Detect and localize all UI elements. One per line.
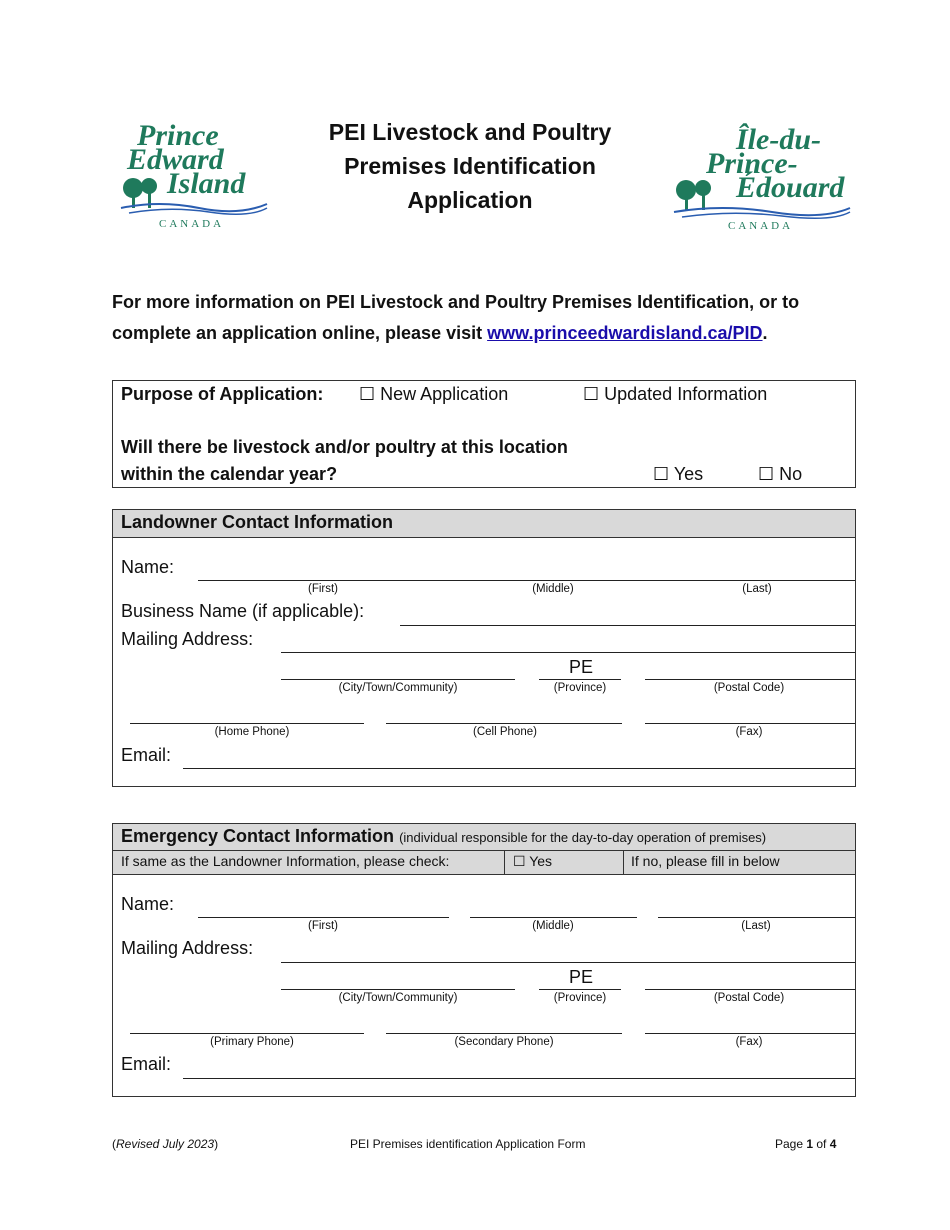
- emergency-header-title: [121, 826, 766, 847]
- wave-icon: [672, 204, 852, 220]
- emergency-city-field[interactable]: [281, 989, 515, 990]
- new-application-checkbox[interactable]: ☐ New Application: [359, 384, 509, 404]
- landowner-fax-caption: (Fax): [735, 726, 763, 738]
- info-paragraph: [112, 287, 872, 349]
- landowner-middle-caption: (Middle): [532, 583, 574, 595]
- updated-information-checkbox[interactable]: ☐ Updated Information: [583, 384, 768, 404]
- purpose-section: [112, 380, 856, 488]
- emergency-province-value: PE: [569, 967, 594, 987]
- footer-revised: [112, 1137, 218, 1151]
- landowner-city-field[interactable]: [281, 679, 515, 680]
- footer-page-number: [775, 1137, 836, 1151]
- emergency-postal-caption: (Postal Code): [713, 992, 785, 1004]
- primary-phone-caption: (Primary Phone): [210, 1036, 294, 1048]
- emergency-email-label: Email:: [121, 1054, 172, 1074]
- page-title: [290, 115, 650, 217]
- emergency-city-caption: (City/Town/Community): [338, 992, 458, 1004]
- emergency-name-label: Name:: [121, 894, 175, 914]
- landowner-name-field[interactable]: [198, 580, 855, 581]
- title-line: Application: [407, 187, 533, 213]
- emergency-section: [112, 823, 856, 1097]
- emergency-last-caption: (Last): [741, 920, 771, 932]
- footer-form-name: PEI Premises identification Application Form: [350, 1137, 586, 1151]
- landowner-last-caption: (Last): [742, 583, 772, 595]
- landowner-postal-caption: (Postal Code): [713, 682, 785, 694]
- emergency-first-caption: (First): [307, 920, 338, 932]
- emergency-last-name-field[interactable]: [658, 917, 855, 918]
- logo-canada: CANADA: [728, 220, 794, 232]
- business-name-label: Business Name (if applicable):: [121, 601, 365, 621]
- emergency-first-name-field[interactable]: [198, 917, 449, 918]
- emergency-header: [113, 824, 855, 851]
- logo-text-prince-fr: Prince-: [706, 147, 798, 180]
- landowner-fax-field[interactable]: [645, 723, 855, 724]
- logo-text-edouard: Édouard: [736, 171, 845, 204]
- logo-text-island: Island: [167, 167, 246, 200]
- business-name-field[interactable]: [400, 625, 855, 626]
- landowner-email-field[interactable]: [183, 768, 855, 769]
- footer-of-word: of: [813, 1137, 830, 1151]
- emergency-email-field[interactable]: [183, 1078, 855, 1079]
- logo-text-prince: Prince: [137, 119, 219, 152]
- landowner-province-caption: (Province): [553, 682, 607, 694]
- footer-page-total: 4: [829, 1137, 837, 1151]
- livestock-yes-checkbox[interactable]: ☐ Yes: [653, 464, 704, 484]
- cell-phone-caption: (Cell Phone): [473, 726, 537, 738]
- wave-icon: [119, 200, 269, 216]
- landowner-province-field[interactable]: [539, 679, 621, 680]
- logo-text-ile: Île-du-: [736, 123, 821, 156]
- title-line: Premises Identification: [344, 153, 596, 179]
- footer-page-word: Page: [775, 1137, 807, 1151]
- info-end: .: [762, 323, 768, 343]
- pid-link[interactable]: www.princeedwardisland.ca/PID: [487, 323, 763, 343]
- primary-phone-field[interactable]: [130, 1033, 364, 1034]
- if-no-note: If no, please fill in below: [631, 853, 780, 869]
- livestock-no-checkbox[interactable]: ☐ No: [758, 464, 803, 484]
- emergency-province-field[interactable]: [539, 989, 621, 990]
- landowner-city-caption: (City/Town/Community): [338, 682, 458, 694]
- emergency-mailing-label: Mailing Address:: [121, 938, 254, 958]
- emergency-middle-name-field[interactable]: [470, 917, 637, 918]
- home-phone-caption: (Home Phone): [214, 726, 290, 738]
- same-as-landowner-label: If same as the Landowner Information, please check:: [121, 853, 450, 869]
- emergency-province-caption: (Province): [553, 992, 607, 1004]
- same-as-landowner-row: [113, 851, 855, 875]
- emergency-mailing-field[interactable]: [281, 962, 855, 963]
- emergency-middle-caption: (Middle): [532, 920, 574, 932]
- livestock-question: Will there be livestock and/or poultry at this location: [121, 437, 568, 457]
- info-text: For more information on PEI Livestock and Poultry Premises Identification, or to complete an application online, please visit: [112, 292, 800, 343]
- emergency-header-note: (individual responsible for the day-to-day operation of premises): [399, 830, 767, 845]
- footer-page-num: 1: [806, 1137, 814, 1151]
- landowner-province-value: PE: [569, 657, 594, 677]
- title-line: PEI Livestock and Poultry: [328, 119, 612, 145]
- livestock-question-line2: within the calendar year?: [121, 464, 338, 484]
- cell-phone-field[interactable]: [386, 723, 622, 724]
- footer-paren: ): [214, 1137, 219, 1151]
- emergency-header-text: Emergency Contact Information: [121, 826, 395, 846]
- secondary-phone-field[interactable]: [386, 1033, 622, 1034]
- footer-paren: (: [112, 1137, 116, 1151]
- mailing-address-label: Mailing Address:: [121, 629, 254, 649]
- landowner-email-label: Email:: [121, 745, 172, 765]
- emergency-fax-caption: (Fax): [735, 1036, 763, 1048]
- landowner-header: [113, 510, 855, 538]
- landowner-header-title: Landowner Contact Information: [121, 512, 393, 532]
- footer-revised-date: Revised July 2023: [116, 1137, 215, 1151]
- divider: [504, 851, 505, 874]
- divider: [623, 851, 624, 874]
- secondary-phone-caption: (Secondary Phone): [454, 1036, 554, 1048]
- logo-canada: CANADA: [159, 218, 225, 230]
- purpose-label: Purpose of Application:: [121, 384, 324, 404]
- landowner-first-caption: (First): [307, 583, 338, 595]
- mailing-address-field[interactable]: [281, 652, 855, 653]
- home-phone-field[interactable]: [130, 723, 364, 724]
- landowner-name-label: Name:: [121, 557, 175, 577]
- landowner-section: [112, 509, 856, 787]
- emergency-postal-field[interactable]: [645, 989, 855, 990]
- pei-logo-french: [670, 122, 860, 237]
- emergency-fax-field[interactable]: [645, 1033, 855, 1034]
- pei-logo-english: [115, 118, 275, 233]
- logo-text-edward: Edward: [127, 143, 224, 176]
- landowner-postal-field[interactable]: [645, 679, 855, 680]
- same-as-landowner-yes-checkbox[interactable]: ☐ Yes: [513, 853, 553, 869]
